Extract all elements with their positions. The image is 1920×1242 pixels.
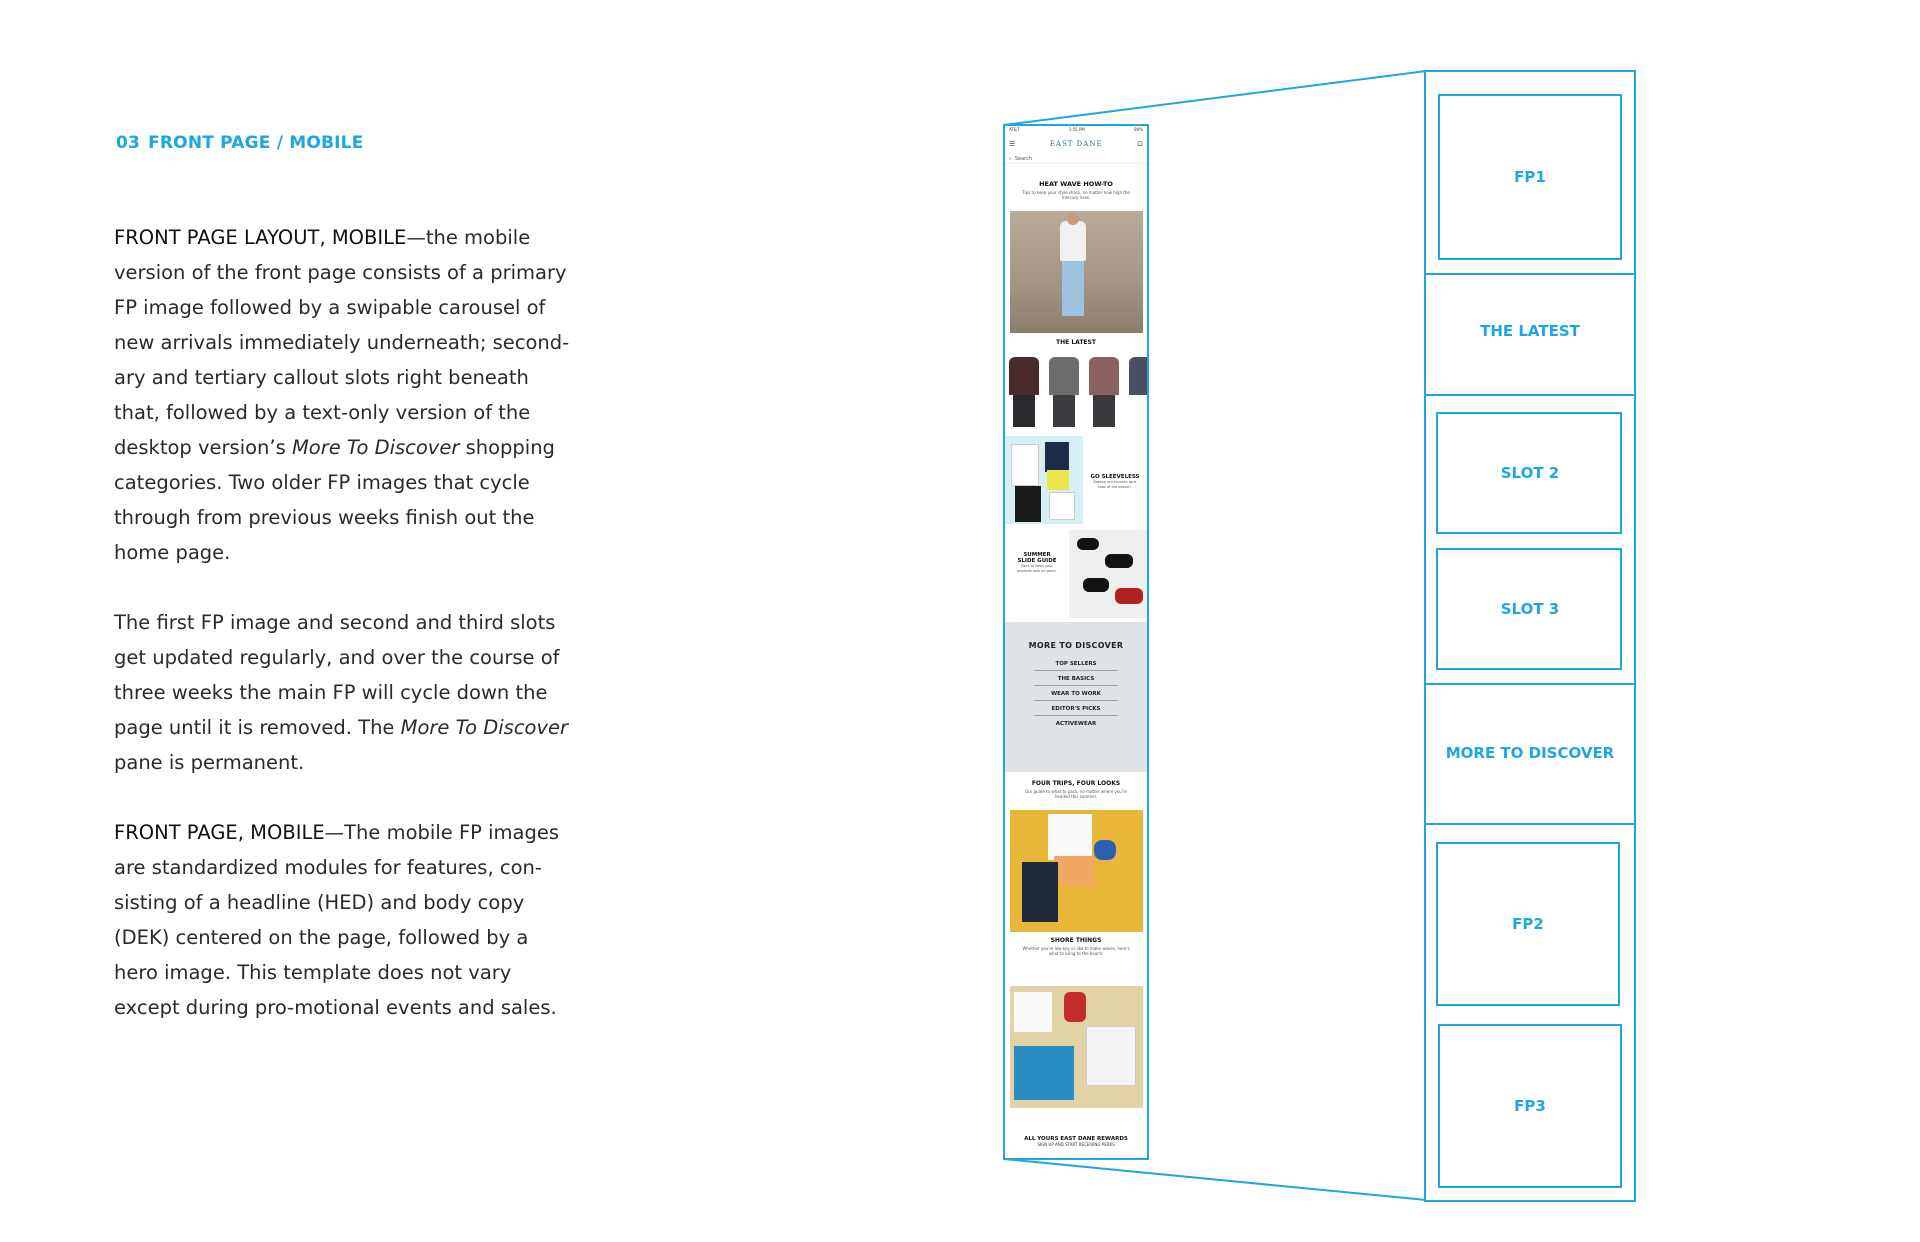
- more-to-discover-pane: [1005, 622, 1147, 772]
- slot2-dek: Browse our favorite tank tops of the season.: [1093, 480, 1137, 489]
- search-placeholder: Search: [1014, 155, 1032, 162]
- rewards-subtitle: SIGN UP AND START RECEIVING PERKS: [1037, 1142, 1115, 1147]
- status-bar: [1005, 127, 1147, 135]
- slot2-image[interactable]: [1005, 436, 1083, 524]
- wire-divider-3: [1426, 683, 1634, 685]
- battery-label: 80%: [1134, 127, 1143, 132]
- fp1-hed: HEAT WAVE HOW-TO: [1039, 180, 1113, 188]
- wire-fp2-label: FP2: [1512, 915, 1544, 933]
- slot3-image[interactable]: [1069, 530, 1147, 618]
- paragraph-3-text: —The mobile FP images are standardized modules for features, con-sisting of a headline (HED) and body copy (DEK) centered on the page, followed by a hero image. This template does not vary except during pro-motional events and sales.: [114, 821, 560, 1019]
- fp1-module[interactable]: [1005, 180, 1147, 200]
- slot2-text[interactable]: [1083, 474, 1147, 490]
- paragraph-2-text-b: pane is permanent.: [114, 751, 305, 774]
- discover-list: [1005, 656, 1147, 730]
- wire-divider-1: [1426, 273, 1634, 275]
- fp3-module[interactable]: [1005, 937, 1147, 956]
- brand-logo[interactable]: EAST DANE: [1049, 140, 1103, 148]
- fp3-dek: Whether you're low-key or like to make waves, here's what to bring to the beach.: [1022, 946, 1130, 956]
- wire-fp1-label: FP1: [1514, 168, 1546, 186]
- app-navbar: [1005, 136, 1147, 152]
- hamburger-icon[interactable]: ☰: [1009, 140, 1016, 148]
- paragraph-1-text-a: —the mobile version of the front page consists of a primary FP image followed by a swipable carousel of new arrivals immediately underneath; second-ary and tertiary callout slots right beneath that, followed by a text-only version of the desktop version’s: [114, 226, 570, 459]
- discover-item-wear-to-work[interactable]: WEAR TO WORK: [1034, 685, 1118, 700]
- fp1-dek: Tips to keep your style sharp, no matter how high the mercury rises.: [1022, 190, 1130, 200]
- slot3-hed: SUMMER SLIDE GUIDE: [1017, 552, 1057, 564]
- section-title: FRONT PAGE / MOBILE: [148, 133, 364, 153]
- paragraph-1-emphasis: More To Discover: [291, 436, 460, 459]
- discover-item-editors-picks[interactable]: EDITOR'S PICKS: [1034, 700, 1118, 715]
- bag-icon[interactable]: ⊡: [1137, 140, 1143, 148]
- connector-bottom-line: [1004, 1159, 1426, 1200]
- paragraph-2-text-a: The first FP image and second and third slots get updated regularly, and over the course of three weeks the main FP will cycle down the page until it is removed. The: [114, 611, 560, 739]
- slot2-hed: GO SLEEVELESS: [1090, 474, 1140, 480]
- rewards-footer[interactable]: [1005, 1136, 1147, 1147]
- fp2-hero-image[interactable]: [1010, 810, 1143, 932]
- fp3-hero-image[interactable]: [1010, 986, 1143, 1108]
- discover-item-top-sellers[interactable]: TOP SELLERS: [1055, 661, 1097, 667]
- wire-latest-label: THE LATEST: [1480, 322, 1580, 340]
- fp2-dek: Our guide to what to pack, no matter where you're headed this summer.: [1025, 789, 1127, 799]
- connector-top-line: [1004, 71, 1426, 125]
- paragraph-2-emphasis: More To Discover: [400, 716, 569, 739]
- latest-module[interactable]: [1005, 339, 1147, 346]
- paragraph-1-text-b: shopping categories. Two older FP images that cycle through from previous weeks finish out the home page.: [114, 436, 555, 564]
- section-number: 03: [116, 133, 141, 153]
- latest-hed: THE LATEST: [1056, 339, 1096, 346]
- wire-slot3-label: SLOT 3: [1500, 600, 1560, 618]
- fp1-hero-image[interactable]: [1010, 211, 1143, 333]
- status-time: 1:55 PM: [1068, 127, 1085, 132]
- slot3-dek: Pairs to keep your poolside look on point.: [1017, 564, 1057, 573]
- paragraph-1-lead: FRONT PAGE LAYOUT, MOBILE: [114, 226, 407, 249]
- wire-divider-2: [1426, 394, 1634, 396]
- fp2-module[interactable]: [1005, 780, 1147, 799]
- discover-item-the-basics[interactable]: THE BASICS: [1034, 670, 1118, 685]
- latest-carousel[interactable]: [1009, 351, 1149, 428]
- discover-title: MORE TO DISCOVER: [1028, 641, 1124, 650]
- paragraph-3-lead: FRONT PAGE, MOBILE: [114, 821, 325, 844]
- wire-discover-label: MORE TO DISCOVER: [1445, 744, 1615, 762]
- carrier-label: AT&T: [1009, 127, 1020, 132]
- fp2-hed: FOUR TRIPS, FOUR LOOKS: [1031, 780, 1121, 787]
- search-icon: ⌕: [1009, 155, 1012, 162]
- wire-divider-4: [1426, 823, 1634, 825]
- wire-slot2-label: SLOT 2: [1500, 464, 1560, 482]
- rewards-title: ALL YOURS EAST DANE REWARDS: [1024, 1136, 1128, 1142]
- discover-item-activewear[interactable]: ACTIVEWEAR: [1034, 715, 1118, 730]
- fp3-hed: SHORE THINGS: [1050, 937, 1102, 944]
- phone-mockup: [1003, 124, 1149, 1160]
- wireframe-diagram: [1424, 70, 1636, 1202]
- slot3-text[interactable]: [1005, 552, 1069, 574]
- search-bar[interactable]: [1005, 154, 1149, 164]
- wire-fp3-label: FP3: [1514, 1097, 1546, 1115]
